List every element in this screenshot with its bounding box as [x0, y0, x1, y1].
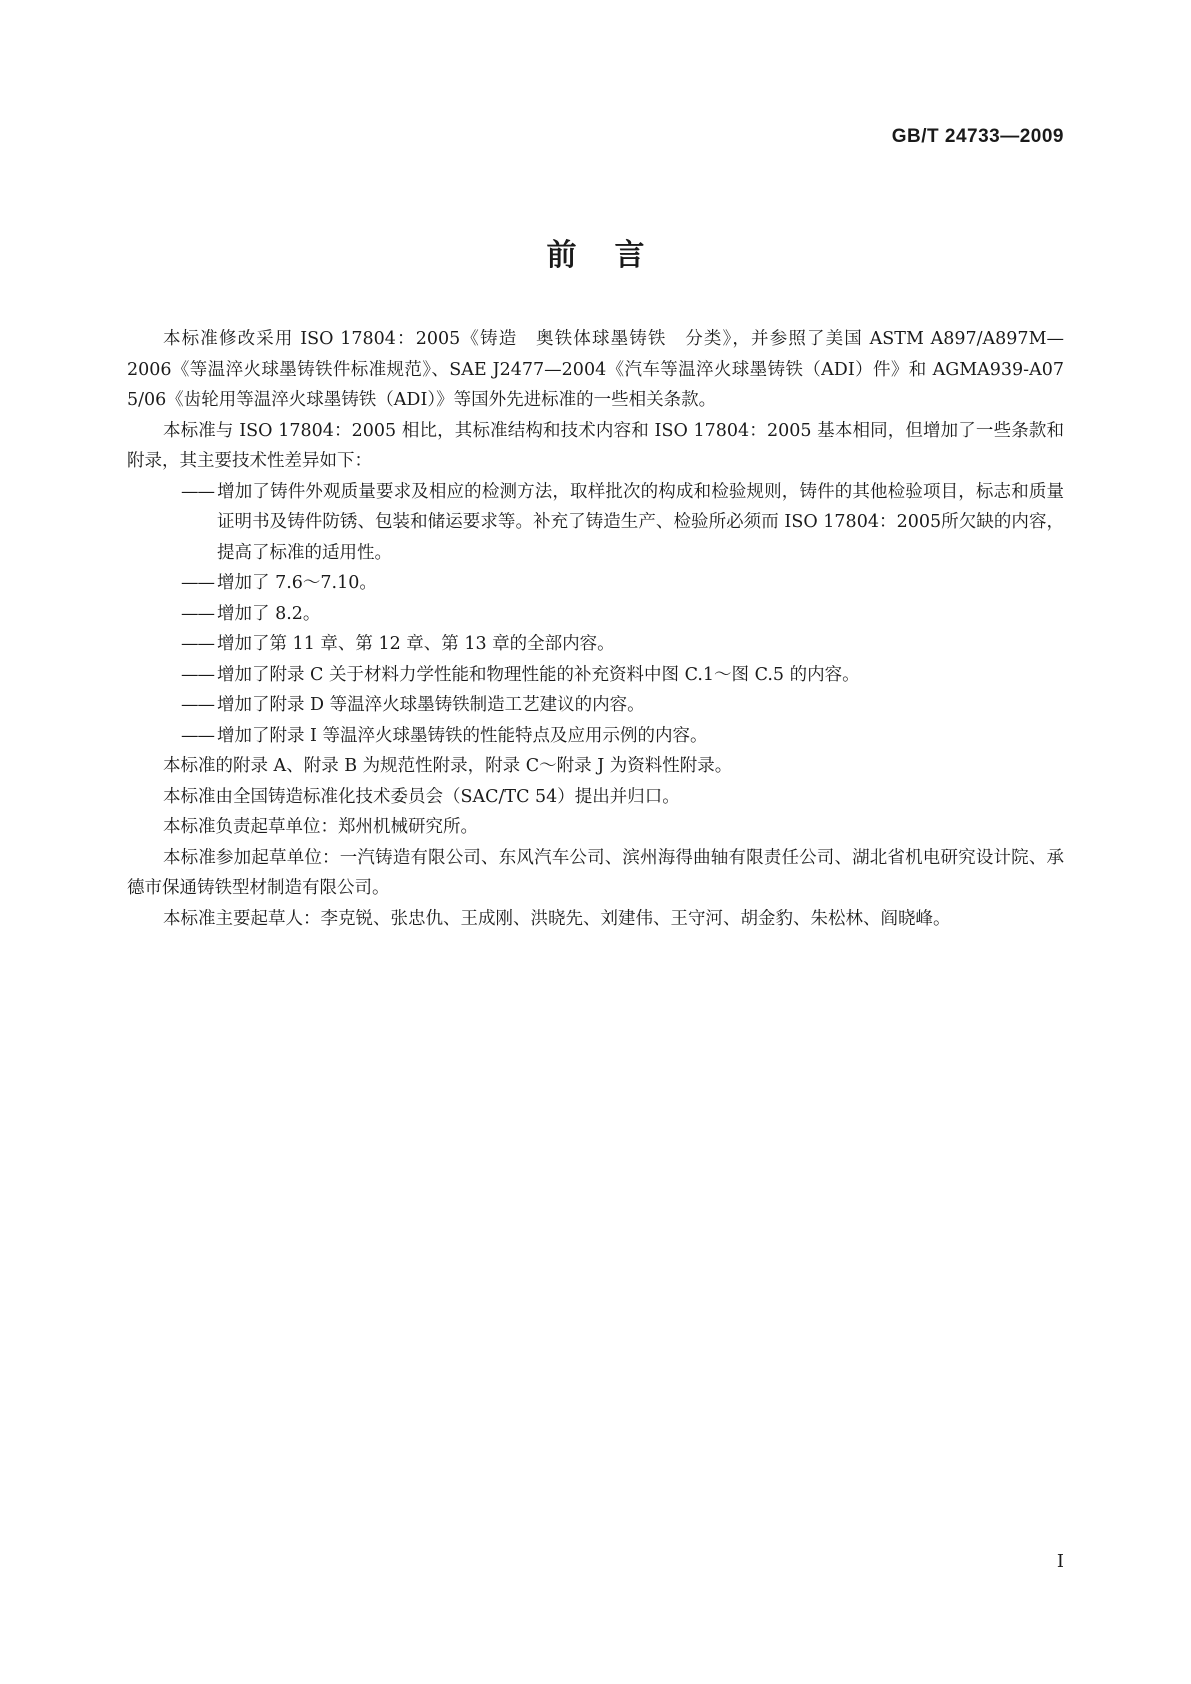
- difference-text: 增加了附录 C 关于材料力学性能和物理性能的补充资料中图 C.1～图 C.5 的内容。: [217, 664, 860, 685]
- participating-drafters-paragraph: 本标准参加起草单位：一汽铸造有限公司、东风汽车公司、滨州海得曲轴有限责任公司、湖北省机电研究设计院、承德市保通铸铁型材制造有限公司。: [127, 847, 1064, 898]
- page-title: 前言: [546, 238, 683, 273]
- dash-marker: ——: [181, 725, 214, 746]
- difference-item: [127, 660, 1064, 691]
- dash-marker: ——: [181, 481, 214, 502]
- difference-text: 增加了第 11 章、第 12 章、第 13 章的全部内容。: [217, 634, 615, 654]
- main-drafters-paragraph: 本标准主要起草人：李克锐、张忠仇、王成刚、洪晓先、刘建伟、王守河、胡金豹、朱松林、阎晓峰。: [163, 908, 951, 929]
- proposer-paragraph: 本标准由全国铸造标准化技术委员会（SAC/TC 54）提出并归口。: [163, 786, 680, 807]
- difference-item: [127, 568, 1064, 599]
- intro-paragraph: 本标准修改采用 ISO 17804：2005《铸造 奥铁体球墨铸铁 分类》，并参照了美国 ASTM A897/A897M—2006《等温淬火球墨铸铁件标准规范》、SAE J2477—2004《汽车等温淬火球墨铸铁（ADI）件》和 AGMA939-A07 5/06《齿轮用等温淬火球墨铸铁（ADI）》等国外先进标准的一些相关条款。: [127, 329, 1064, 410]
- difference-item: [127, 629, 1064, 660]
- difference-item: [127, 690, 1064, 721]
- standard-code: GB/T 24733—2009: [891, 126, 1064, 147]
- dash-marker: ——: [181, 634, 214, 654]
- difference-item: [127, 721, 1064, 752]
- difference-text: 增加了附录 D 等温淬火球墨铸铁制造工艺建议的内容。: [217, 695, 645, 715]
- dash-marker: ——: [181, 664, 214, 685]
- dash-marker: ——: [181, 573, 214, 593]
- dash-marker: ——: [181, 695, 214, 715]
- document-body: [127, 324, 1064, 934]
- appendix-paragraph: 本标准的附录 A、附录 B 为规范性附录，附录 C～附录 J 为资料性附录。: [163, 756, 733, 776]
- page-number: I: [1056, 1551, 1064, 1572]
- difference-text: 增加了铸件外观质量要求及相应的检测方法，取样批次的构成和检验规则，铸件的其他检验项目，标志和质量证明书及铸件防锈、包装和储运要求等。补充了铸造生产、检验所必须而 ISO 17804：2005所欠缺的内容，提高了标准的适用性。: [217, 481, 1064, 563]
- difference-text: 增加了 7.6～7.10。: [217, 573, 377, 593]
- difference-text: 增加了附录 I 等温淬火球墨铸铁的性能特点及应用示例的内容。: [217, 725, 708, 746]
- difference-item: [127, 477, 1064, 569]
- comparison-paragraph: 本标准与 ISO 17804：2005 相比，其标准结构和技术内容和 ISO 17804：2005 基本相同，但增加了一些条款和附录，其主要技术性差异如下：: [127, 420, 1064, 471]
- difference-item: [127, 599, 1064, 630]
- responsible-drafter-paragraph: 本标准负责起草单位：郑州机械研究所。: [163, 817, 478, 837]
- dash-marker: ——: [181, 603, 214, 624]
- difference-text: 增加了 8.2。: [217, 603, 321, 624]
